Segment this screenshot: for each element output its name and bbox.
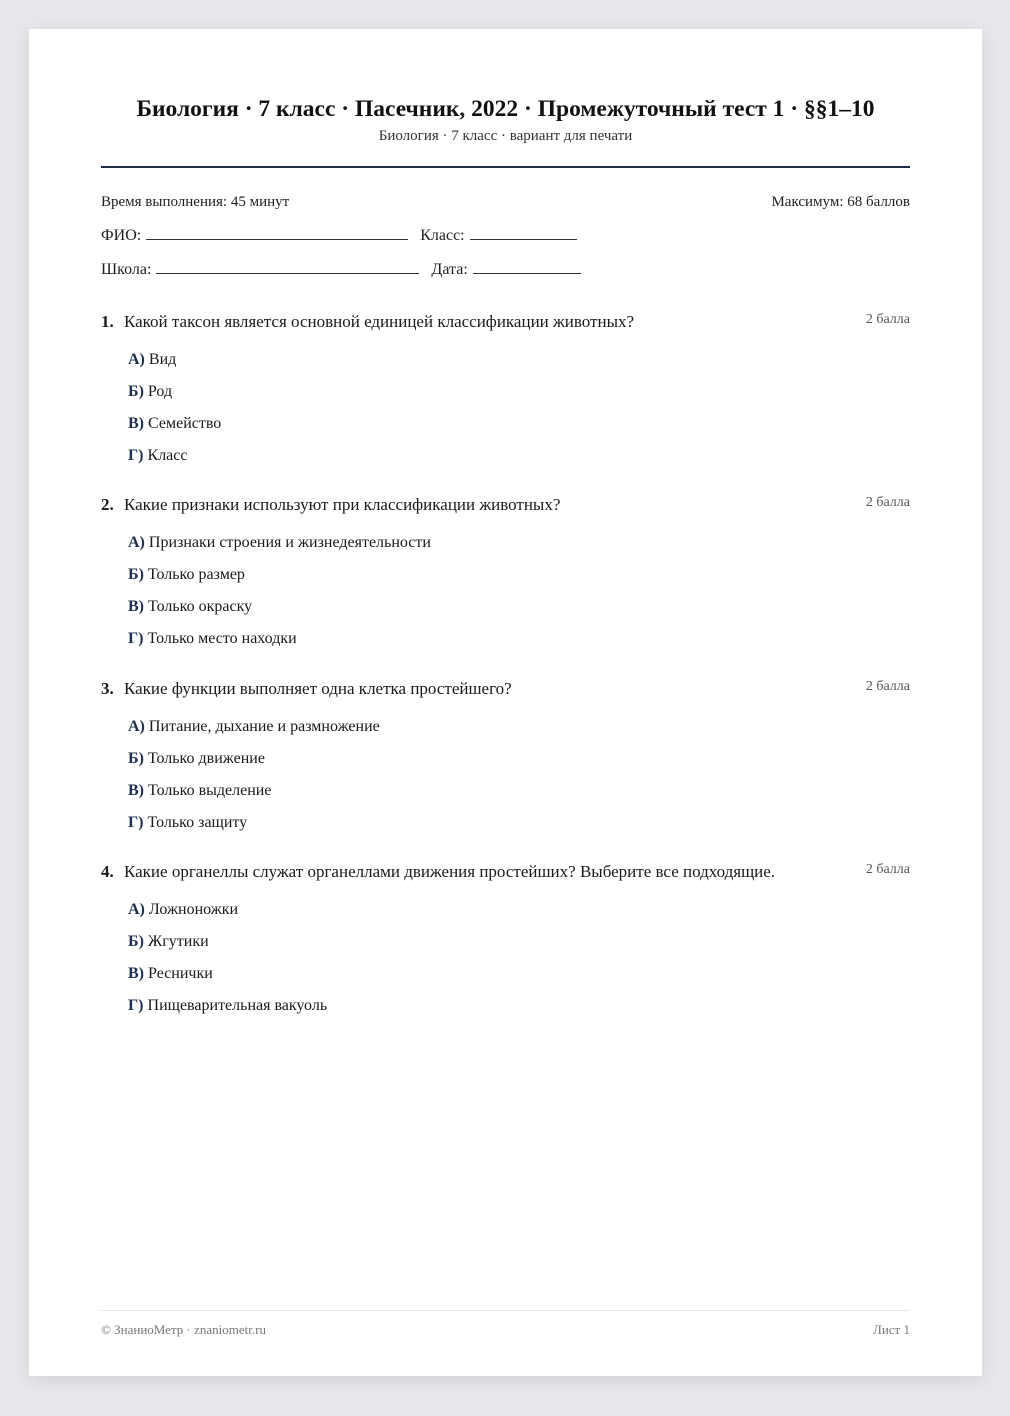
option-text: Признаки строения и жизнедеятельности xyxy=(148,534,431,551)
answer-options xyxy=(101,533,910,661)
option-b[interactable] xyxy=(128,932,910,964)
option-text: Класс xyxy=(147,447,188,464)
option-b[interactable] xyxy=(128,565,910,597)
question-body: Какие органеллы служат органеллами движения простейших? Выберите все подходящие. xyxy=(124,862,776,881)
option-text: Только выделение xyxy=(148,782,272,799)
option-b[interactable] xyxy=(128,382,910,414)
field-row-school xyxy=(101,259,581,280)
question-body: Какой таксон является основной единицей классификации животных? xyxy=(124,312,635,331)
footer-divider xyxy=(101,1310,910,1311)
school-input-line[interactable] xyxy=(156,259,419,274)
option-text: Ложноножки xyxy=(148,901,239,918)
page-title: Биология · 7 класс · Пасечник, 2022 · Промежуточный тест 1 · §§1–10 xyxy=(136,96,875,122)
option-text: Семейство xyxy=(148,415,222,432)
question-header xyxy=(101,678,910,700)
question-body: Какие функции выполняет одна клетка простейшего? xyxy=(124,679,512,698)
option-letter: Г) xyxy=(128,997,144,1014)
question-points: 2 балла xyxy=(865,862,910,877)
option-letter: Г) xyxy=(128,630,144,647)
time-limit: Время выполнения: 45 минут xyxy=(101,194,290,210)
option-letter: Б) xyxy=(128,566,144,583)
question-text xyxy=(101,678,512,700)
sheet-content xyxy=(101,29,910,1376)
option-letter: Б) xyxy=(128,933,144,950)
question-body: Какие признаки используют при классификации животных? xyxy=(124,495,561,514)
option-text: Жгутики xyxy=(147,933,209,950)
option-letter: Г) xyxy=(128,447,144,464)
option-a[interactable] xyxy=(128,350,910,382)
option-text: Вид xyxy=(148,351,177,368)
option-letter: Б) xyxy=(128,750,144,767)
option-letter: В) xyxy=(128,965,144,982)
footer-copyright: © ЗнаниоМетр · znaniometr.ru xyxy=(101,1322,266,1337)
answer-options xyxy=(101,900,910,1028)
answer-options xyxy=(101,350,910,478)
question-number: 3. xyxy=(101,679,114,698)
option-letter: А) xyxy=(128,534,145,551)
sheet-footer xyxy=(101,1322,910,1338)
question-3 xyxy=(101,678,910,845)
question-text xyxy=(101,861,775,883)
question-2 xyxy=(101,494,910,661)
option-c[interactable] xyxy=(128,414,910,446)
date-label: Дата: xyxy=(431,261,468,278)
option-letter: Г) xyxy=(128,814,144,831)
option-letter: В) xyxy=(128,782,144,799)
option-text: Реснички xyxy=(148,965,213,982)
question-number: 4. xyxy=(101,862,114,881)
footer-sheet-number: Лист 1 xyxy=(873,1322,910,1337)
test-sheet xyxy=(29,29,982,1376)
option-d[interactable] xyxy=(128,996,910,1028)
option-letter: А) xyxy=(128,351,145,368)
option-text: Пищеварительная вакуоль xyxy=(147,997,328,1014)
question-header xyxy=(101,311,910,333)
class-input-line[interactable] xyxy=(470,225,577,240)
fio-input-line[interactable] xyxy=(146,225,408,240)
option-letter: А) xyxy=(128,718,145,735)
page-subtitle: Биология · 7 класс · вариант для печати xyxy=(378,128,633,144)
question-points: 2 балла xyxy=(865,679,910,694)
question-points: 2 балла xyxy=(865,495,910,510)
option-letter: Б) xyxy=(128,383,144,400)
option-a[interactable] xyxy=(128,900,910,932)
option-b[interactable] xyxy=(128,749,910,781)
question-4 xyxy=(101,861,910,1028)
question-number: 1. xyxy=(101,312,114,331)
question-number: 2. xyxy=(101,495,114,514)
sheet-header xyxy=(101,29,910,146)
option-text: Только окраску xyxy=(148,598,253,615)
class-label: Класс: xyxy=(420,227,465,244)
meta-row xyxy=(101,193,910,211)
question-text xyxy=(101,311,634,333)
option-d[interactable] xyxy=(128,629,910,661)
option-text: Только защиту xyxy=(147,814,248,831)
option-c[interactable] xyxy=(128,964,910,996)
option-text: Только место находки xyxy=(147,630,297,647)
option-c[interactable] xyxy=(128,781,910,813)
header-divider xyxy=(101,166,910,168)
option-text: Только размер xyxy=(147,566,245,583)
option-text: Род xyxy=(147,383,173,400)
option-letter: В) xyxy=(128,598,144,615)
option-text: Только движение xyxy=(147,750,265,767)
option-a[interactable] xyxy=(128,717,910,749)
option-text: Питание, дыхание и размножение xyxy=(148,718,380,735)
question-points: 2 балла xyxy=(865,312,910,327)
date-input-line[interactable] xyxy=(473,259,581,274)
option-d[interactable] xyxy=(128,446,910,478)
school-label: Школа: xyxy=(101,261,152,278)
option-d[interactable] xyxy=(128,813,910,845)
answer-options xyxy=(101,717,910,845)
question-header xyxy=(101,861,910,883)
question-header xyxy=(101,494,910,516)
fio-label: ФИО: xyxy=(101,227,142,244)
option-letter: В) xyxy=(128,415,144,432)
option-c[interactable] xyxy=(128,597,910,629)
max-score: Максимум: 68 баллов xyxy=(771,194,910,210)
field-row-fio xyxy=(101,225,577,246)
question-text xyxy=(101,494,560,516)
option-a[interactable] xyxy=(128,533,910,565)
option-letter: А) xyxy=(128,901,145,918)
question-1 xyxy=(101,311,910,478)
